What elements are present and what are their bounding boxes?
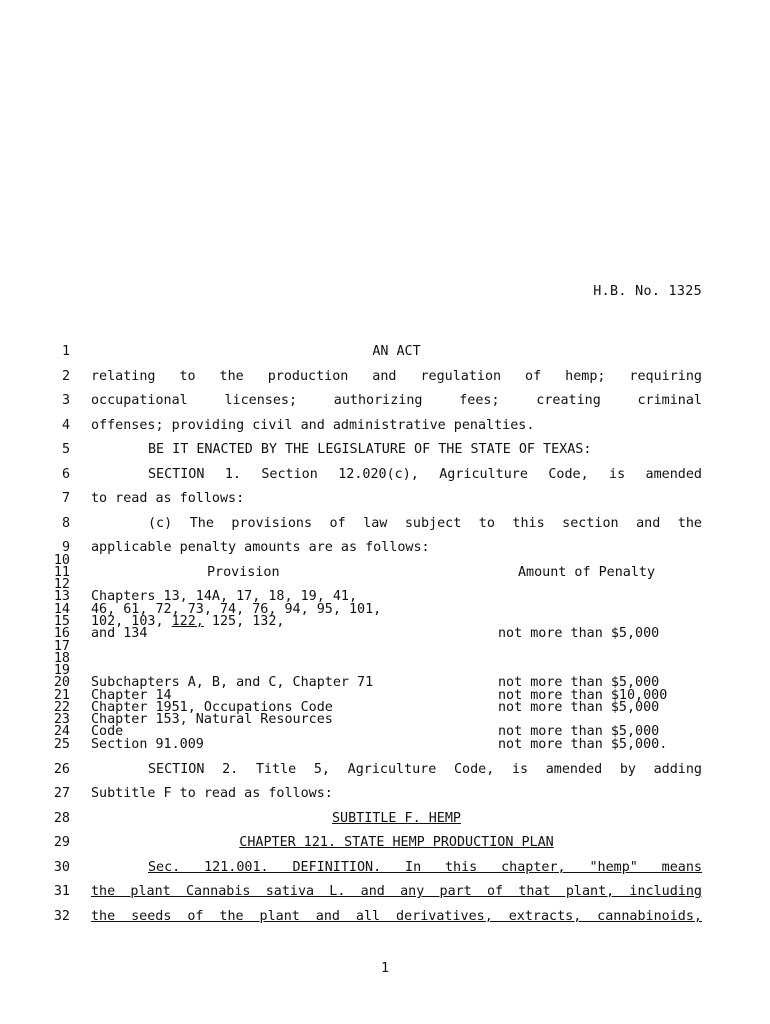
caption-line: relating to the production and regulation of hemp; requiring [91, 369, 702, 384]
line-number: 23 [53, 712, 70, 727]
line-number: 10 [53, 553, 70, 568]
line-number: 31 [53, 884, 70, 899]
line-number: 25 [53, 737, 70, 752]
line-number: 19 [53, 663, 70, 678]
line-number: 11 [53, 565, 70, 580]
line-number: 30 [53, 860, 70, 875]
table-cell-provision: Subchapters A, B, and C, Chapter 71 [91, 675, 374, 690]
act-title: AN ACT [372, 344, 421, 359]
line-number: 6 [61, 467, 70, 482]
inserted-text: 122, [171, 614, 204, 629]
section-121-001: Sec. 121.001. DEFINITION. In this chapter, "hemp" means [148, 860, 702, 875]
line-number: 29 [53, 835, 70, 850]
table-cell-provision: and 134 [91, 626, 148, 641]
line-number: 16 [53, 626, 70, 641]
table-cell-provision: Chapter 1951, Occupations Code [91, 700, 333, 715]
enacting-clause: BE IT ENACTED BY THE LEGISLATURE OF THE STATE OF TEXAS: [148, 442, 592, 457]
body-line: (c) The provisions of law subject to this section and the [148, 516, 702, 531]
body-line: the plant Cannabis sativa L. and any part of that plant, including [91, 884, 702, 899]
line-number: 7 [61, 491, 70, 506]
line-number: 14 [53, 602, 70, 617]
line-number: 8 [61, 516, 70, 531]
table-cell-penalty: not more than $5,000 [498, 724, 660, 739]
line-number: 4 [61, 418, 70, 433]
line-number: 9 [61, 540, 70, 555]
caption-line: offenses; providing civil and administrative penalties. [91, 418, 535, 433]
table-cell-penalty: not more than $5,000. [498, 737, 668, 752]
line-number: 1 [61, 344, 70, 359]
body-line: to read as follows: [91, 491, 245, 506]
table-cell-provision: Chapters 13, 14A, 17, 18, 19, 41, [91, 589, 358, 604]
line-number: 3 [61, 393, 70, 408]
table-cell-penalty: not more than $5,000 [498, 700, 660, 715]
caption-line: occupational licenses; authorizing fees; creating criminal [91, 393, 702, 408]
table-cell-penalty: not more than $5,000 [498, 626, 660, 641]
line-number: 27 [53, 786, 70, 801]
line-number: 18 [53, 651, 70, 666]
line-number: 28 [53, 811, 70, 826]
table-cell-provision: Chapter 153, Natural Resources [91, 712, 333, 727]
table-header-provision: Provision [207, 565, 280, 580]
line-number: 20 [53, 675, 70, 690]
line-number: 32 [53, 909, 70, 924]
table-cell-penalty: not more than $10,000 [498, 688, 668, 703]
bill-number: H.B. No. 1325 [593, 284, 702, 299]
section-1-heading: SECTION 1. Section 12.020(c), Agriculture Code, is amended [148, 467, 702, 482]
table-cell-provision: Code [91, 724, 124, 739]
line-number: 26 [53, 762, 70, 777]
line-number: 21 [53, 688, 70, 703]
table-cell-provision: Chapter 14 [91, 688, 172, 703]
body-line: Subtitle F to read as follows: [91, 786, 333, 801]
line-number: 17 [53, 639, 70, 654]
line-number: 5 [61, 442, 70, 457]
line-number: 15 [53, 614, 70, 629]
subtitle-heading: SUBTITLE F. HEMP [332, 811, 461, 826]
line-number: 12 [53, 577, 70, 592]
table-cell-provision: 46, 61, 72, 73, 74, 76, 94, 95, 101, [91, 602, 382, 617]
body-line: the seeds of the plant and all derivatives, extracts, cannabinoids, [91, 909, 702, 924]
table-header-penalty: Amount of Penalty [518, 565, 656, 580]
section-2-heading: SECTION 2. Title 5, Agriculture Code, is amended by adding [148, 762, 702, 777]
page-number: 1 [380, 961, 390, 976]
table-cell-provision: Section 91.009 [91, 737, 204, 752]
line-number: 2 [61, 369, 70, 384]
table-cell-provision: 102, 103, 122, 125, 132, [91, 614, 285, 629]
line-number: 24 [53, 724, 70, 739]
line-number: 13 [53, 589, 70, 604]
chapter-heading: CHAPTER 121. STATE HEMP PRODUCTION PLAN [239, 835, 554, 850]
line-number: 22 [53, 700, 70, 715]
body-line: applicable penalty amounts are as follows: [91, 540, 430, 555]
table-cell-penalty: not more than $5,000 [498, 675, 660, 690]
